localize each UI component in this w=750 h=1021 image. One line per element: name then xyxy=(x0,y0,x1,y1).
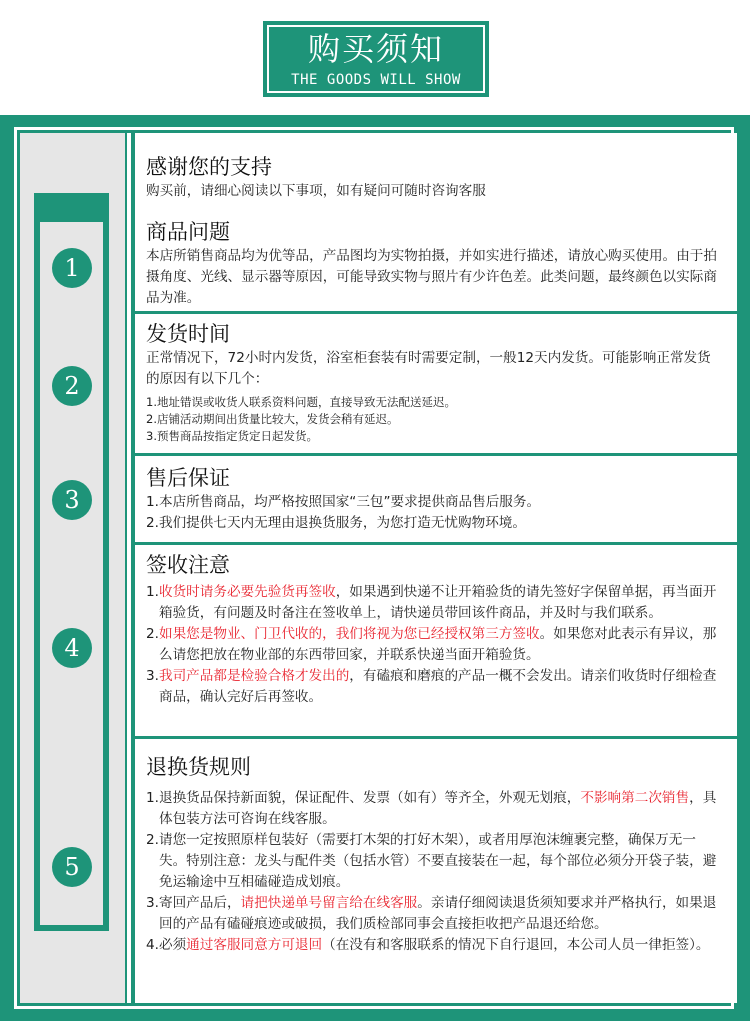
item-text: 3.寄回产品后， xyxy=(146,895,241,911)
shipping-item: 2.店铺活动期间出货量比较大，发货会稍有延迟。 xyxy=(146,412,399,426)
section-aftersale xyxy=(135,456,737,542)
item-number: 3. xyxy=(146,668,159,684)
section-returns xyxy=(135,739,737,1003)
product-title: 商品问题 xyxy=(146,220,230,244)
section-shipping xyxy=(135,314,737,453)
column-divider xyxy=(127,133,131,1003)
highlight-text: 如果您是物业、门卫代收的，我们将视为您已经授权第三方签收 xyxy=(158,626,540,642)
highlight-text: 收货时请务必要先验货再签收 xyxy=(158,584,336,600)
item-number: 1. xyxy=(146,584,159,600)
step-rail-inner xyxy=(40,222,103,925)
thanks-title: 感谢您的支持 xyxy=(146,155,272,179)
shipping-title: 发货时间 xyxy=(146,322,230,346)
returns-item: 2.请您一定按照原样包装好（需要打木架的打好木架），或者用厚泡沫缠裹完整，确保万无一失。特别注意：龙头与配件类（包括水管）不要直接装在一起，每个部位必须分开袋子装，避免运输途中互相磕碰造成划痕。 xyxy=(146,832,717,890)
receipt-item xyxy=(146,624,719,666)
product-text: 本店所销售商品均为优等品，产品图均为实物拍摄，并如实进行描述，请放心购买使用。由于拍摄角度、光线、显示器等原因，可能导致实物与照片有少许色差。此类问题，最终颜色以实际商品为准。 xyxy=(146,248,717,306)
item-text: ，如果遇到快递不让开箱验货的请先签好字保留单据，再当面开箱验货，有问题及时备注在签收单上，请快递员带回该件商品，并及时与我们联系。 xyxy=(159,584,717,621)
shipping-text: 正常情况下，72小时内发货，浴室柜套装有时需要定制，一般12天内发货。可能影响正常发货的原因有以下几个： xyxy=(146,350,711,387)
shipping-item: 1.地址错误或收货人联系资料问题，直接导致无法配送延迟。 xyxy=(146,395,456,409)
item-text: 4.必须 xyxy=(146,937,187,953)
item-text: ，具体包装方法可咨询在线客服。 xyxy=(159,790,717,827)
highlight-text: 通过客服同意方可退回 xyxy=(186,937,323,953)
step-number-2: 2 xyxy=(52,366,92,406)
returns-item xyxy=(146,935,719,956)
page-title: 购买须知 xyxy=(307,30,444,68)
item-text: （在没有和客服联系的情况下自行退回，本公司人员一律拒签）。 xyxy=(322,937,710,953)
step-number-5: 5 xyxy=(52,847,92,887)
item-text: 。亲请仔细阅读退货须知要求并严格执行，如果退回的产品有磕碰痕迹或破损，我们质检部同事会直接拒收把产品退还给您。 xyxy=(159,895,717,932)
item-text: ，有磕痕和磨痕的产品一概不会发出。请亲们收货时仔细检查商品，确认完好后再签收。 xyxy=(159,668,717,705)
aftersale-item: 2.我们提供七天内无理由退换货服务，为您打造无忧购物环境。 xyxy=(146,515,526,531)
step-number-4: 4 xyxy=(52,628,92,668)
returns-item xyxy=(146,788,719,830)
aftersale-title: 售后保证 xyxy=(146,466,230,490)
section-product xyxy=(135,133,737,311)
item-number: 2. xyxy=(146,626,159,642)
title-box xyxy=(263,21,489,97)
returns-title: 退换货规则 xyxy=(146,755,251,779)
step-number-1: 1 xyxy=(52,248,92,288)
highlight-text: 不影响第二次销售 xyxy=(580,790,690,806)
receipt-title: 签收注意 xyxy=(146,553,230,577)
shipping-item: 3.预售商品按指定货定日起发货。 xyxy=(146,429,318,443)
receipt-item xyxy=(146,666,719,708)
page-subtitle: THE GOODS WILL SHOW xyxy=(291,72,461,88)
item-text: 。如果您对此表示有异议，那么请您把放在物业部的东西带回家，并联系快递当面开箱验货。 xyxy=(159,626,717,663)
step-number-3: 3 xyxy=(52,480,92,520)
highlight-text: 请把快递单号留言给在线客服 xyxy=(240,895,418,911)
receipt-item xyxy=(146,582,719,624)
item-text: 1.退换货品保持新面貌，保证配件、发票（如有）等齐全，外观无划痕， xyxy=(146,790,581,806)
returns-item xyxy=(146,893,719,935)
aftersale-item: 1.本店所售商品，均严格按照国家“三包”要求提供商品售后服务。 xyxy=(146,494,541,510)
header xyxy=(0,0,750,115)
thanks-text: 购买前，请细心阅读以下事项，如有疑问可随时咨询客服 xyxy=(146,183,486,199)
section-receipt xyxy=(135,545,737,736)
highlight-text: 我司产品都是检验合格才发出的 xyxy=(158,668,350,684)
